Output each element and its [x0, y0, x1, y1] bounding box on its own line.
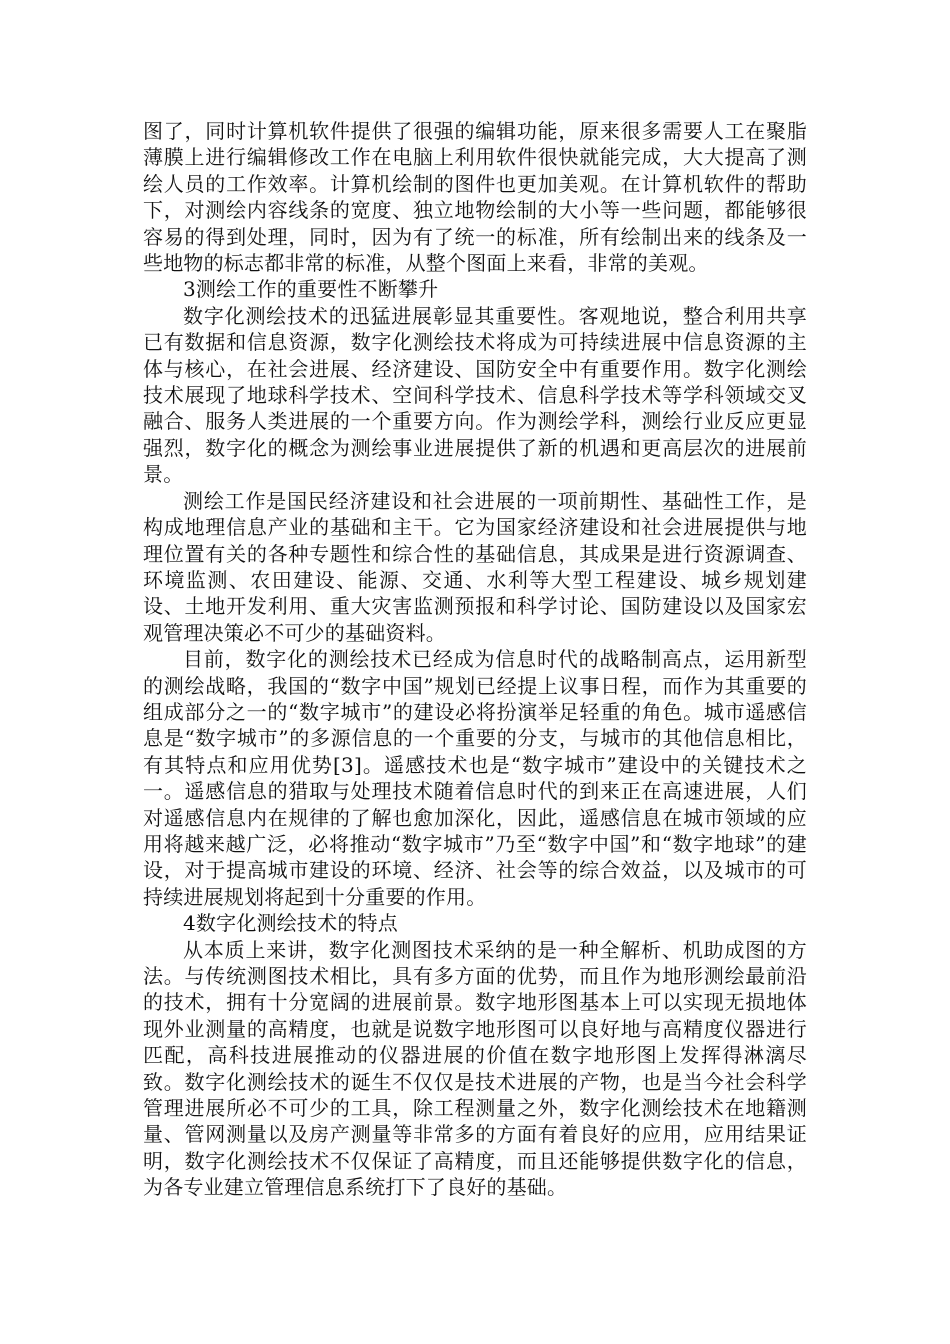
- paragraph: 从本质上来讲，数字化测图技术采纳的是一种全解析、机助成图的方法。与传统测图技术相比，具有多方面的优势，而且作为地形测绘最前沿的技术，拥有十分宽阔的进展前景。数字地形图基本上可以实现无损地体现外业测量的高精度，也就是说数字地形图可以良好地与高精度仪器进行匹配，高科技进展推动的仪器进展的价值在数字地形图上发挥得淋漓尽致。数字化测绘技术的诞生不仅仅是技术进展的产物，也是当今社会科学管理进展所必不可少的工具，除工程测量之外，数字化测绘技术在地籍测量、管网测量以及房产测量等非常多的方面有着良好的应用，应用结果证明，数字化测绘技术不仅保证了高精度，而且还能够提供数字化的信息，为各专业建立管理信息系统打下了良好的基础。: [143, 937, 807, 1200]
- document-page: [143, 118, 807, 1201]
- paragraph-continued: 图了，同时计算机软件提供了很强的编辑功能，原来很多需要人工在聚脂薄膜上进行编辑修改工作在电脑上利用软件很快就能完成，大大提高了测绘人员的工作效率。计算机绘制的图件也更加美观。在计算机软件的帮助下，对测绘内容线条的宽度、独立地物绘制的大小等一些问题，都能够很容易的得到处理，同时，因为有了统一的标准，所有绘制出来的线条及一些地物的标志都非常的标准，从整个图面上来看，非常的美观。: [143, 119, 807, 276]
- paragraph: 数字化测绘技术的迅猛进展彰显其重要性。客观地说，整合利用共享已有数据和信息资源，数字化测绘技术将成为可持续进展中信息资源的主体与核心，在社会进展、经济建设、国防安全中有重要作用。数字化测绘技术展现了地球科学技术、空间科学技术、信息科学技术等学科领域交叉融合、服务人类进展的一个重要方向。作为测绘学科，测绘行业反应更显强烈，数字化的概念为测绘事业进展提供了新的机遇和更高层次的进展前景。: [143, 303, 807, 487]
- section-heading-3: 3测绘工作的重要性不断攀升: [183, 277, 439, 302]
- section-heading-4: 4数字化测绘技术的特点: [183, 911, 398, 936]
- paragraph: 测绘工作是国民经济建设和社会进展的一项前期性、基础性工作，是构成地理信息产业的基础和主干。它为国家经济建设和社会进展提供与地理位置有关的各种专题性和综合性的基础信息，其成果是进行资源调查、环境监测、农田建设、能源、交通、水利等大型工程建设、城乡规划建设、土地开发利用、重大灾害监测预报和科学讨论、国防建设以及国家宏观管理决策必不可少的基础资料。: [143, 488, 807, 645]
- paragraph: 目前，数字化的测绘技术已经成为信息时代的战略制高点，运用新型的测绘战略，我国的“数字中国”规划已经提上议事日程，而作为其重要的组成部分之一的“数字城市”的建设必将扮演举足轻重的角色。城市遥感信息是“数字城市”的多源信息的一个重要的分支，与城市的其他信息相比，有其特点和应用优势[3]。遥感技术也是“数字城市”建设中的关键技术之一。遥感信息的猎取与处理技术随着信息时代的到来正在高速进展，人们对遥感信息内在规律的了解也愈加深化，因此，遥感信息在城市领域的应用将越来越广泛，必将推动“数字城市”乃至“数字中国”和“数字地球”的建设，对于提高城市建设的环境、经济、社会等的综合效益，以及城市的可持续进展规划将起到十分重要的作用。: [143, 647, 807, 909]
